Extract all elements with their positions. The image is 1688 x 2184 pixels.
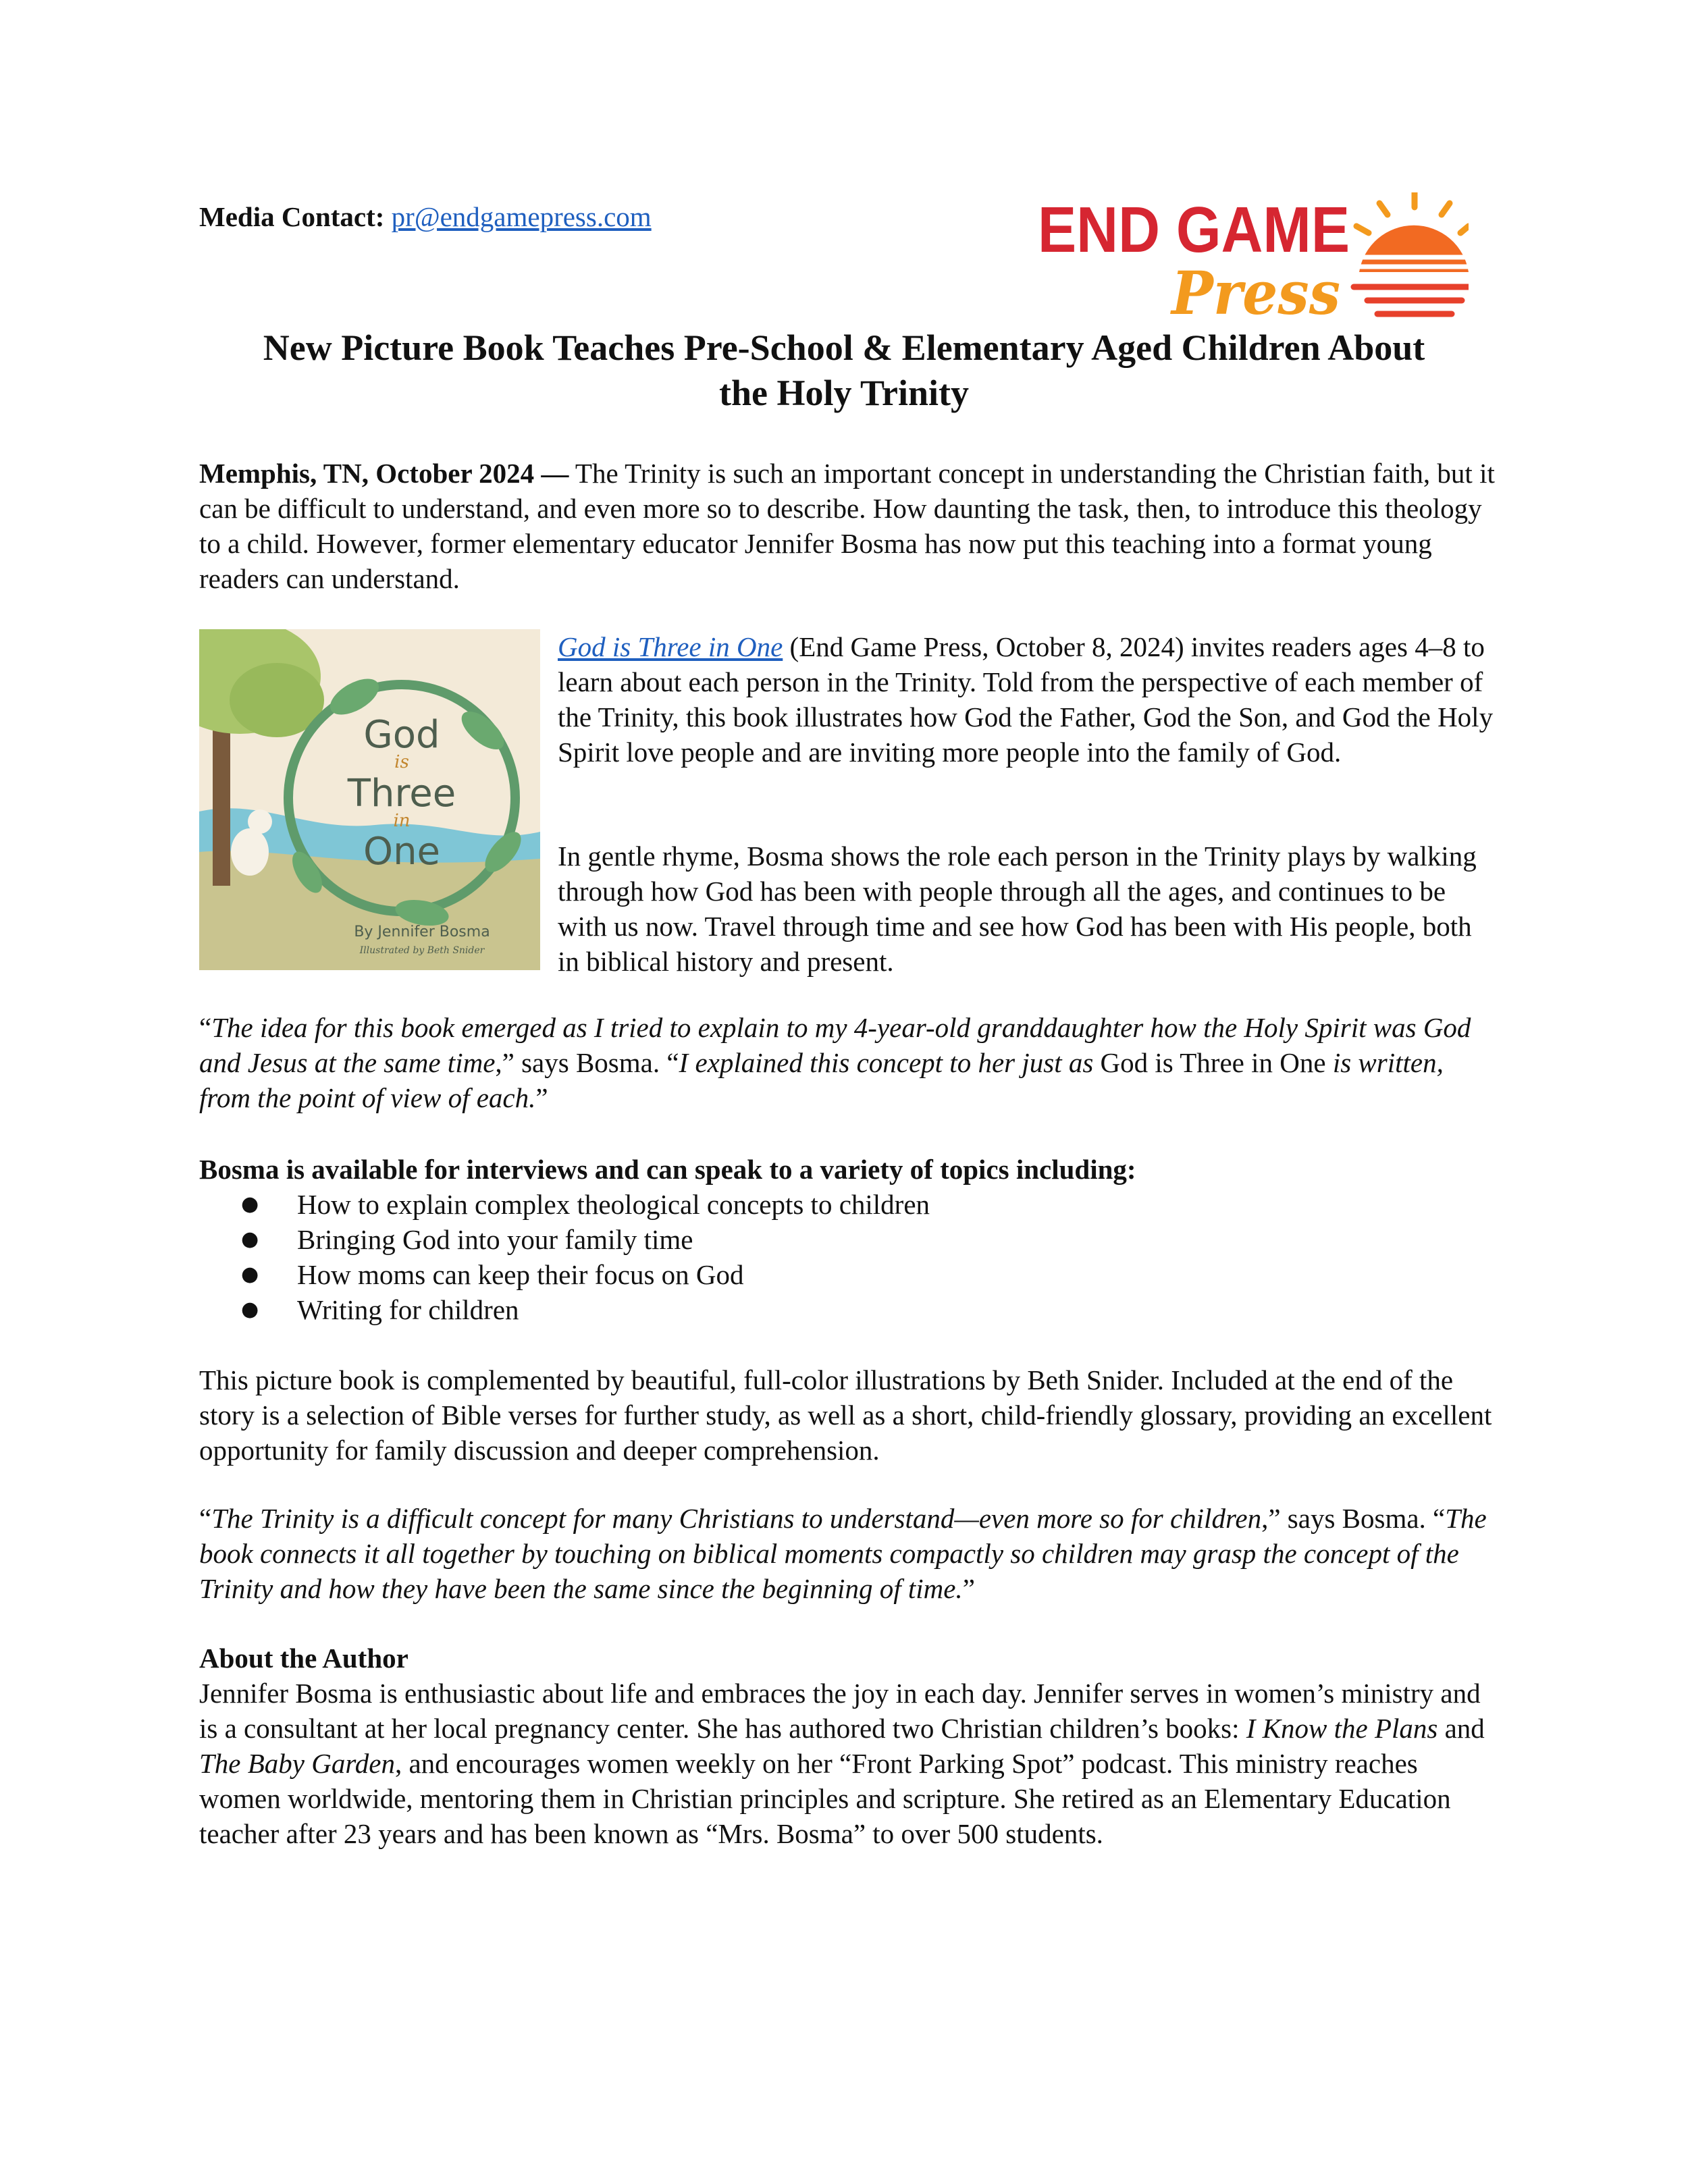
list-item [199, 1222, 1496, 1257]
bullet-icon: ● [241, 1298, 259, 1321]
quote-italic: The Trinity is a difficult concept for many Christians to understand—even more so for children [211, 1503, 1262, 1534]
topic-text: Bringing God into your family time [297, 1224, 693, 1255]
book-cover-image [199, 629, 540, 970]
topic-text: Writing for children [297, 1294, 519, 1325]
intro-paragraph [199, 456, 1496, 596]
author-text: and [1438, 1713, 1485, 1744]
book-title-link[interactable]: God is Three in One [558, 631, 783, 662]
author-text: , and encourages women weekly on her “Front Parking Spot” podcast. This ministry reaches women worldwide, mentoring them in Christian principles and scripture. She retired as an Elementary Education teacher after 23 years and has been known as “Mrs. Bosma” to over 500 students. [199, 1748, 1451, 1849]
quote-open: “ [199, 1503, 212, 1534]
about-author-heading: About the Author [199, 1643, 408, 1674]
about-the-author [199, 1641, 1496, 1851]
cover-title-in: in [393, 811, 411, 831]
media-contact [199, 199, 652, 234]
book-description [558, 629, 1496, 770]
cover-illustrator: Illustrated by Beth Snider [359, 945, 485, 956]
author-book-title: The Baby Garden [199, 1748, 395, 1779]
title-line-2: the Holy Trinity [718, 373, 969, 413]
topics-heading: Bosma is available for interviews and can speak to a variety of topics including: [199, 1154, 1136, 1185]
quote-attribution: ,” says Bosma. “ [1261, 1503, 1446, 1534]
cover-author: By Jennifer Bosma [354, 924, 490, 940]
cover-title-one: One [363, 830, 441, 874]
cover-title-is: is [394, 752, 409, 772]
cover-title-god: God [363, 713, 440, 757]
list-item [199, 1187, 1496, 1222]
topics-list [199, 1187, 1496, 1327]
author-book-title: I Know the Plans [1246, 1713, 1438, 1744]
book-description-text: (End Game Press, October 8, 2024) invites readers ages 4–8 to learn about each person in the Trinity. Told from the perspective of each member of the Trinity, this book illustrates how God the Father, God the Son, and God the Holy Spirit love people and are inviting more people into the family of God. [558, 631, 1494, 768]
quote-attribution: ,” says Bosma. “ [495, 1047, 679, 1078]
bullet-icon: ● [241, 1227, 259, 1251]
quote-book-title: God is Three in One [1100, 1047, 1326, 1078]
logo-line1: END GAME [1038, 194, 1350, 266]
topic-text: How moms can keep their focus on God [297, 1259, 744, 1290]
dateline: Memphis, TN, October 2024 — [199, 458, 569, 489]
cover-title-three: Three [347, 772, 456, 816]
about-author-text [199, 1676, 1496, 1851]
logo-line2: Press [1169, 258, 1340, 328]
quote-close: ” [962, 1573, 975, 1604]
list-item [199, 1257, 1496, 1292]
book-rhyme-paragraph: In gentle rhyme, Bosma shows the role each person in the Trinity plays by walking through how God has been with people through all the ages, and continues to be with us now. Travel through time and see how God has been with His people, both in biblical history and present. [558, 841, 1477, 977]
author-quote-1 [199, 1010, 1496, 1115]
topic-text: How to explain complex theological concepts to children [297, 1189, 930, 1220]
quote-close: ” [535, 1082, 548, 1113]
quote-open: “ [199, 1012, 212, 1043]
intro-text: The Trinity is such an important concept in understanding the Christian faith, but it can be difficult to understand, and even more so to describe. How daunting the task, then, to introduce this theology to a child. However, former elementary educator Jennifer Bosma has now put this teaching into a format young readers can understand. [199, 458, 1495, 594]
bullet-icon: ● [241, 1192, 259, 1216]
author-text: Jennifer Bosma is enthusiastic about life and embraces the joy in each day. Jennifer serves in women’s ministry and is a consultant at her local pregnancy center. She has authored two Christian children’s books: [199, 1678, 1481, 1744]
illustrations-paragraph: This picture book is complemented by beautiful, full-color illustrations by Beth Snider. Included at the end of the story is a selection of Bible verses for further study, as well as a short, child-friendly glossary, providing an excellent opportunity for family discussion and deeper comprehension. [199, 1364, 1492, 1466]
quote-italic: is written, from the point of view of each. [199, 1047, 1444, 1113]
author-quote-2 [199, 1501, 1496, 1606]
interview-topics [199, 1152, 1496, 1327]
end-game-press-logo [1036, 192, 1469, 334]
quote-italic: The idea for this book emerged as I tried to explain to my 4-year-old granddaughter how the Holy Spirit was God and Jesus at the same time [199, 1012, 1471, 1078]
list-item [199, 1292, 1496, 1327]
bullet-icon: ● [241, 1262, 259, 1286]
sun-icon [1354, 192, 1469, 314]
page-title [199, 325, 1489, 416]
quote-italic: I explained this concept to her just as [679, 1047, 1101, 1078]
media-contact-label: Media Contact: [199, 201, 385, 232]
title-line-1: New Picture Book Teaches Pre-School & Elementary Aged Children About [263, 327, 1425, 368]
quote-italic: The book connects it all together by touching on biblical moments compactly so children may grasp the concept of the Trinity and how they have been the same since the beginning of time. [199, 1503, 1487, 1604]
media-contact-email-link[interactable]: pr@endgamepress.com [391, 201, 652, 232]
